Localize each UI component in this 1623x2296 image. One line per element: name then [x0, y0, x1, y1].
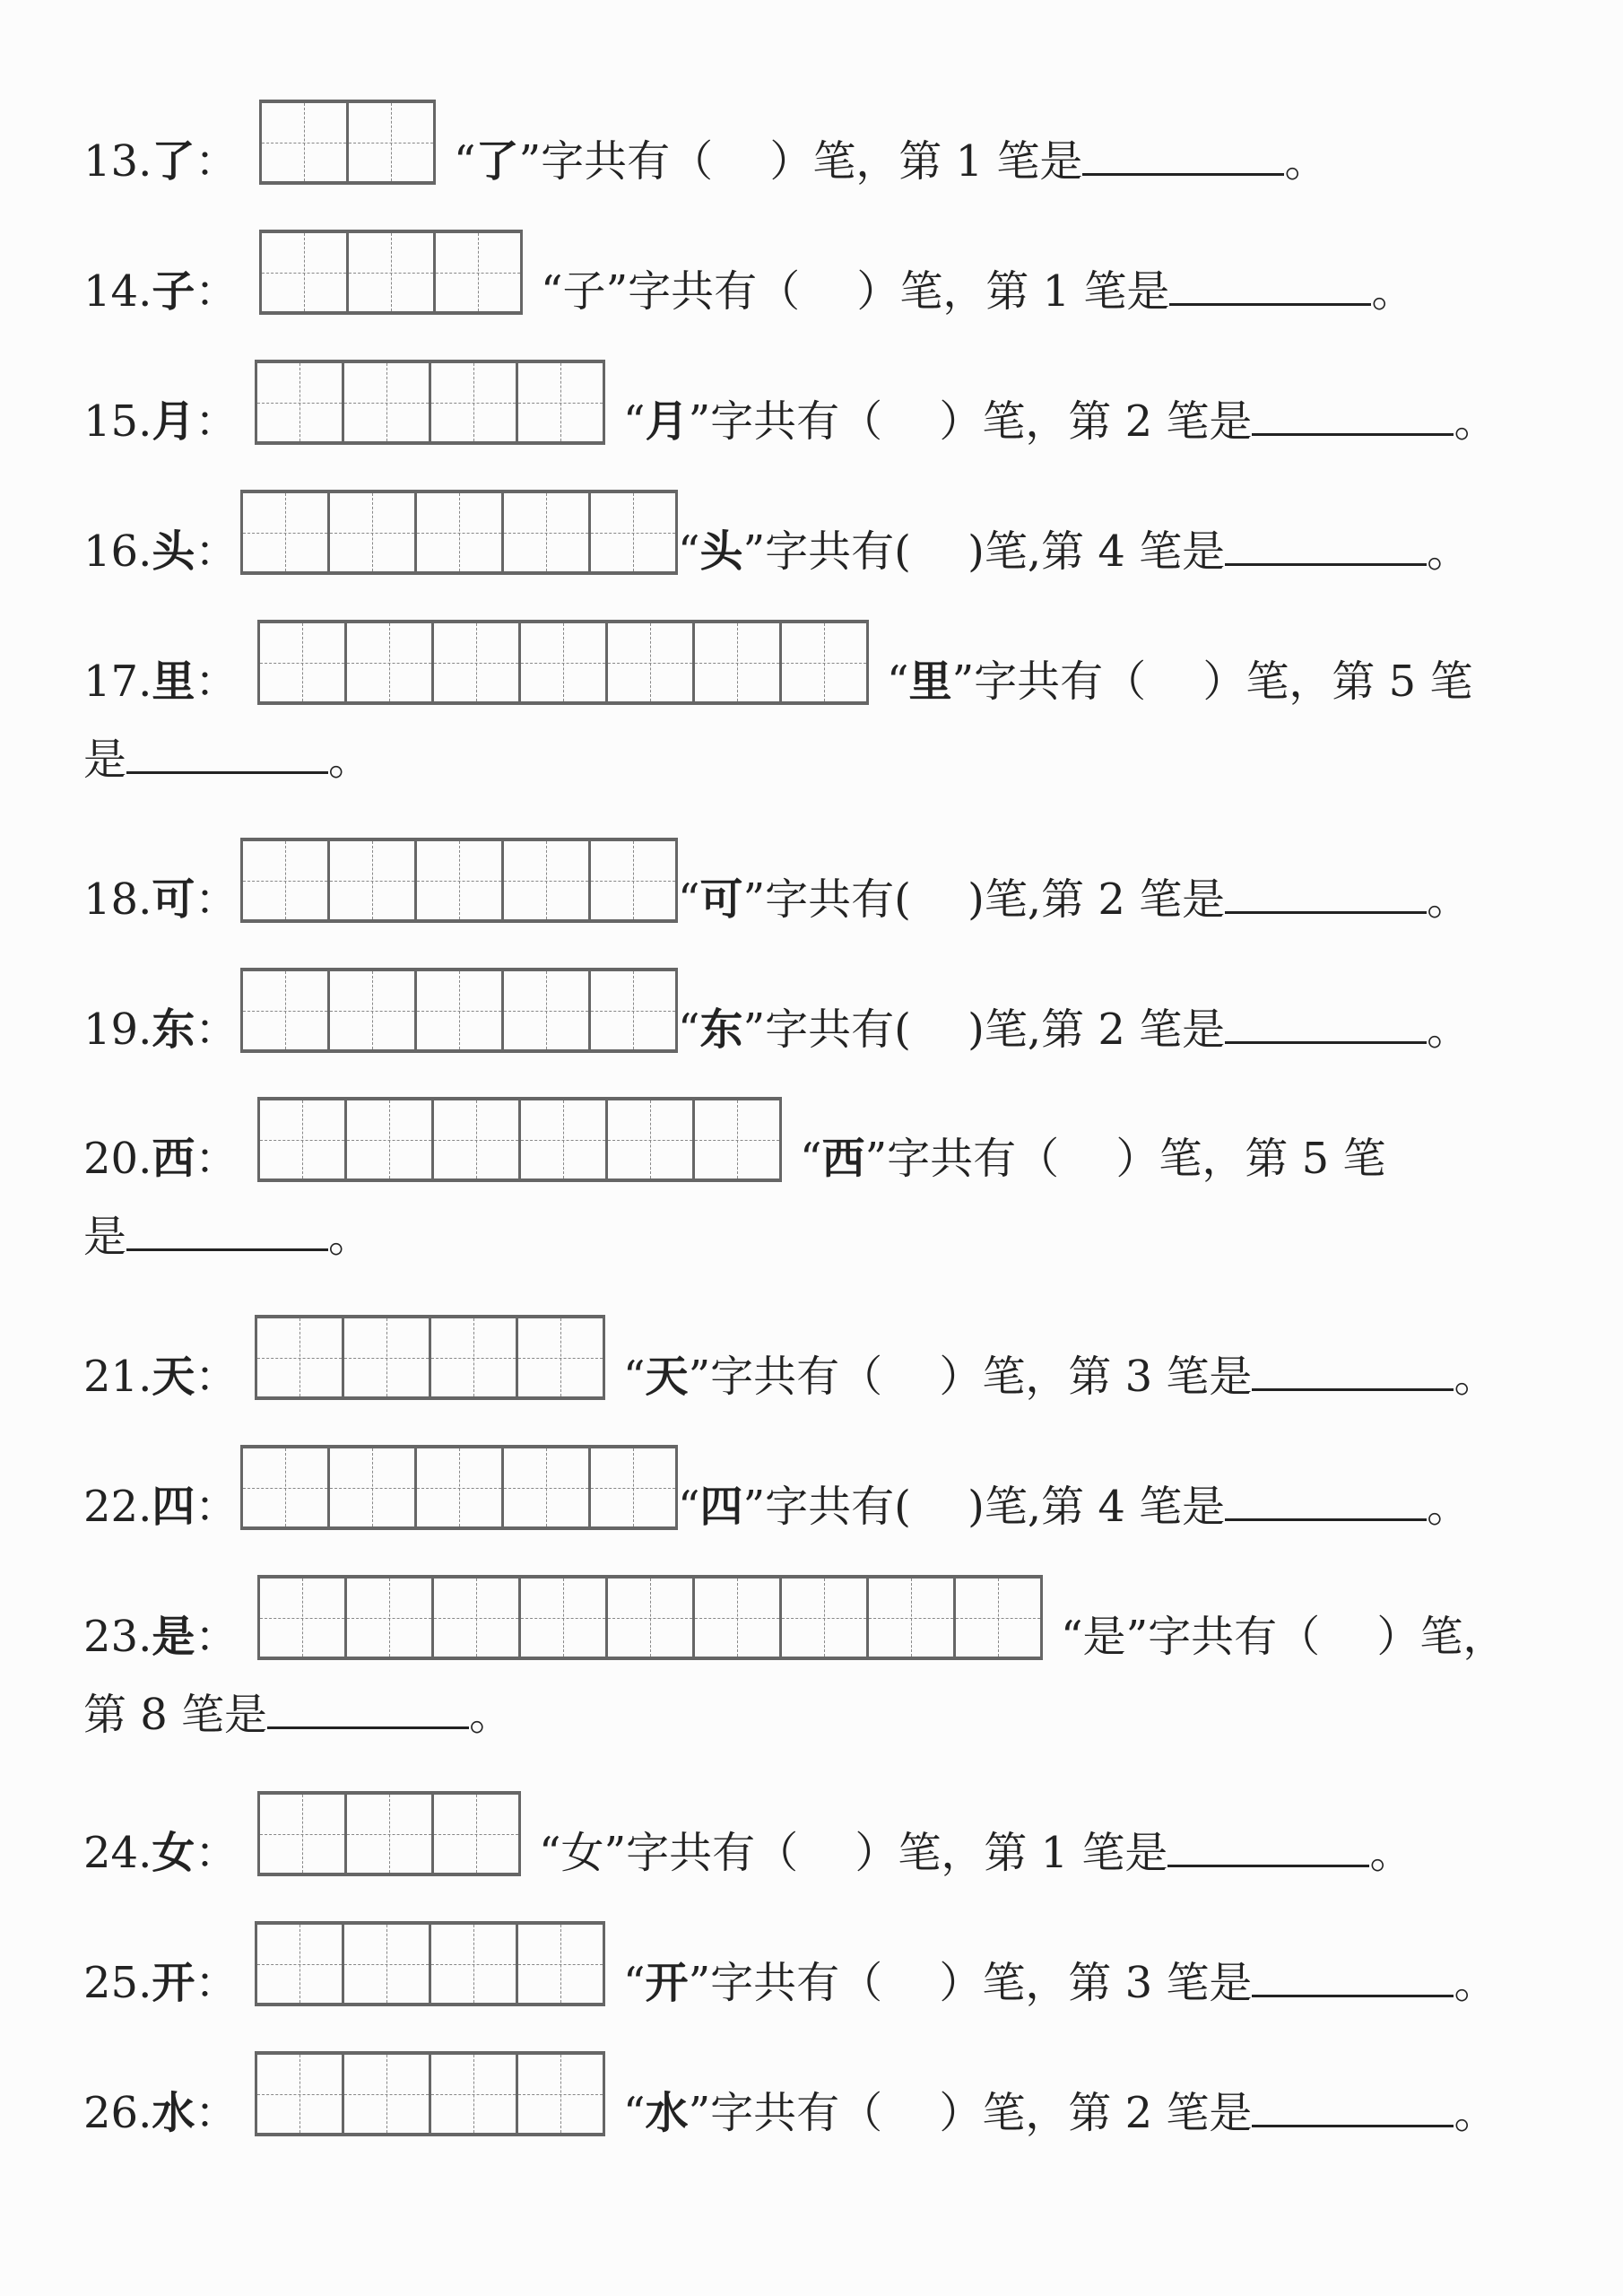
answer-blank[interactable] [1225, 1479, 1427, 1521]
answer-blank[interactable] [1169, 264, 1371, 306]
question-label [83, 2086, 255, 2140]
close-quote: ” [742, 874, 766, 925]
question-char: 子 [152, 266, 195, 317]
question-row [83, 2051, 1497, 2136]
sentence-text: 字共有( )笔,第 4 笔是 [765, 1482, 1226, 1532]
sentence-text: 是 [83, 735, 127, 785]
close-quote: ” [603, 1828, 627, 1878]
question-sentence [887, 655, 1472, 709]
writing-box[interactable] [243, 971, 330, 1049]
writing-box[interactable] [260, 1100, 347, 1178]
colon: ： [195, 874, 239, 925]
period: 。 [1427, 1004, 1471, 1055]
answer-blank[interactable] [126, 732, 328, 774]
colon: ： [195, 657, 239, 707]
question-char: 月 [152, 396, 195, 447]
question-char: 水 [152, 2088, 195, 2138]
writing-box[interactable] [504, 493, 591, 571]
question-char: 头 [152, 526, 195, 577]
close-quote: ” [864, 1134, 888, 1184]
sentence-text: 字共有（ ）笔，第 5 笔 [887, 1134, 1386, 1184]
quoted-char: 四 [699, 1482, 743, 1532]
question-label [83, 1956, 255, 2010]
question-sentence [678, 872, 1470, 926]
question-sentence [623, 1349, 1497, 1404]
answer-blank[interactable] [126, 1209, 328, 1251]
question-char: 了 [152, 136, 195, 187]
question-row [83, 1315, 1497, 1400]
question-number: 23. [83, 1612, 152, 1662]
colon: ： [195, 526, 239, 577]
open-quote: “ [454, 136, 476, 187]
writing-box[interactable] [782, 1578, 869, 1657]
writing-box[interactable] [504, 841, 591, 919]
question-sentence [678, 1002, 1470, 1057]
writing-box[interactable] [434, 623, 521, 701]
quoted-char: 西 [821, 1134, 865, 1184]
question-continuation [83, 1687, 512, 1742]
question-char: 可 [152, 874, 195, 925]
period: 。 [328, 1212, 372, 1262]
writing-box[interactable] [262, 103, 349, 181]
question-sentence [623, 394, 1497, 448]
question-number: 14. [83, 266, 152, 317]
question-sentence [678, 524, 1470, 578]
question-row [83, 360, 1497, 445]
tianzige-grid [240, 490, 678, 575]
writing-box[interactable] [591, 1448, 678, 1526]
colon: ： [195, 396, 239, 447]
sentence-text: 字共有（ ）笔，第 1 笔是 [541, 136, 1083, 187]
writing-box[interactable] [431, 1318, 518, 1396]
answer-blank[interactable] [1252, 1349, 1454, 1391]
colon: ： [195, 1134, 239, 1184]
writing-box[interactable] [518, 2055, 605, 2133]
writing-box[interactable] [262, 233, 349, 311]
open-quote: “ [887, 657, 909, 707]
question-continuation [83, 1209, 371, 1264]
answer-blank[interactable] [1225, 1002, 1427, 1044]
tianzige-grid [255, 1315, 605, 1400]
quoted-char: 里 [908, 657, 952, 707]
open-quote: “ [623, 396, 646, 447]
question-char: 女 [152, 1828, 195, 1878]
question-row [83, 838, 1470, 923]
writing-box[interactable] [434, 1100, 521, 1178]
question-sentence [541, 264, 1414, 318]
writing-box[interactable] [330, 493, 417, 571]
question-label [83, 395, 255, 448]
question-number: 19. [83, 1004, 152, 1055]
question-row [83, 1575, 1506, 1660]
quoted-char: 女 [560, 1828, 604, 1878]
quoted-char: 水 [645, 2088, 689, 2138]
sentence-text: 字共有（ ）笔，第 5 笔 [974, 657, 1473, 707]
question-number: 15. [83, 396, 152, 447]
sentence-text: 字共有( )笔,第 4 笔是 [765, 526, 1226, 577]
question-char: 四 [152, 1482, 195, 1532]
quoted-char: 开 [645, 1958, 689, 2008]
answer-blank[interactable] [1082, 134, 1284, 176]
question-row [83, 1791, 1412, 1876]
tianzige-grid [240, 968, 678, 1053]
tianzige-grid [257, 1791, 521, 1876]
writing-box[interactable] [347, 1100, 434, 1178]
quoted-char: 头 [699, 526, 743, 577]
question-number: 13. [83, 136, 152, 187]
sentence-text: 字共有（ ）笔，第 1 笔是 [628, 266, 1170, 317]
question-row [83, 490, 1470, 575]
period: 。 [469, 1690, 513, 1740]
writing-box[interactable] [344, 363, 431, 441]
writing-box[interactable] [260, 1578, 347, 1657]
period: 。 [1454, 1958, 1497, 2008]
question-sentence [454, 134, 1327, 188]
close-quote: ” [518, 136, 542, 187]
period: 。 [1371, 266, 1415, 317]
open-quote: “ [1061, 1612, 1083, 1662]
question-sentence [623, 2085, 1497, 2140]
question-label [83, 1480, 240, 1534]
question-number: 22. [83, 1482, 152, 1532]
writing-box[interactable] [431, 1925, 518, 2003]
writing-box[interactable] [782, 623, 869, 701]
writing-box[interactable] [344, 2055, 431, 2133]
period: 。 [328, 735, 372, 785]
writing-box[interactable] [431, 363, 518, 441]
question-sentence [539, 1825, 1412, 1880]
writing-box[interactable] [417, 493, 504, 571]
close-quote: ” [688, 396, 711, 447]
writing-box[interactable] [521, 623, 608, 701]
quoted-char: 可 [699, 874, 743, 925]
writing-box[interactable] [695, 623, 782, 701]
question-label [83, 1350, 255, 1404]
sentence-text: 字共有（ ）笔，第 2 笔是 [710, 396, 1253, 447]
sentence-text: 字共有( )笔,第 2 笔是 [765, 874, 1226, 925]
writing-box[interactable] [260, 1795, 347, 1873]
question-label [83, 1610, 257, 1664]
writing-box[interactable] [431, 2055, 518, 2133]
writing-box[interactable] [518, 363, 605, 441]
tianzige-grid [259, 100, 436, 185]
close-quote: ” [688, 2088, 711, 2138]
writing-box[interactable] [344, 1318, 431, 1396]
writing-box[interactable] [243, 841, 330, 919]
writing-box[interactable] [591, 971, 678, 1049]
quoted-char: 东 [699, 1004, 743, 1055]
question-row [83, 1921, 1497, 2006]
writing-box[interactable] [417, 1448, 504, 1526]
period: 。 [1369, 1828, 1413, 1878]
answer-blank[interactable] [1167, 1825, 1369, 1867]
close-quote: ” [688, 1352, 711, 1402]
writing-box[interactable] [504, 1448, 591, 1526]
colon: ： [195, 266, 239, 317]
colon: ： [195, 1352, 239, 1402]
sentence-text: 字共有（ ）笔，第 1 笔是 [626, 1828, 1168, 1878]
answer-blank[interactable] [267, 1687, 469, 1729]
question-number: 26. [83, 2088, 152, 2138]
writing-box[interactable] [518, 1925, 605, 2003]
writing-box[interactable] [695, 1578, 782, 1657]
question-label [83, 265, 259, 318]
answer-blank[interactable] [1225, 872, 1427, 914]
period: 。 [1454, 2088, 1497, 2138]
sentence-text: 字共有( )笔,第 2 笔是 [765, 1004, 1226, 1055]
close-quote: ” [742, 1004, 766, 1055]
close-quote: ” [742, 526, 766, 577]
close-quote: ” [688, 1958, 711, 2008]
question-label [83, 1132, 257, 1186]
writing-box[interactable] [347, 623, 434, 701]
question-label [83, 655, 257, 709]
colon: ： [195, 1004, 239, 1055]
tianzige-grid [259, 230, 523, 315]
open-quote: “ [623, 1352, 646, 1402]
writing-box[interactable] [257, 1318, 344, 1396]
tianzige-grid [255, 1921, 605, 2006]
writing-box[interactable] [695, 1100, 782, 1178]
open-quote: “ [678, 526, 700, 577]
writing-box[interactable] [257, 363, 344, 441]
question-char: 西 [152, 1134, 195, 1184]
tianzige-grid [257, 1097, 782, 1182]
tianzige-grid [240, 1445, 678, 1530]
answer-blank[interactable] [1252, 2085, 1454, 2127]
tianzige-grid [255, 2051, 605, 2136]
question-number: 17. [83, 657, 152, 707]
colon: ： [195, 1612, 239, 1662]
colon: ： [195, 1828, 239, 1878]
colon: ： [195, 2088, 239, 2138]
period: 。 [1454, 1352, 1497, 1402]
quoted-char: 是 [1082, 1612, 1126, 1662]
writing-box[interactable] [608, 1100, 695, 1178]
writing-box[interactable] [521, 1100, 608, 1178]
question-number: 20. [83, 1134, 152, 1184]
open-quote: “ [539, 1828, 561, 1878]
period: 。 [1427, 526, 1471, 577]
close-quote: ” [1125, 1612, 1149, 1662]
question-label [83, 1003, 240, 1057]
question-number: 24. [83, 1828, 152, 1878]
question-sentence [623, 1955, 1497, 2010]
writing-box[interactable] [521, 1578, 608, 1657]
colon: ： [195, 136, 239, 187]
writing-box[interactable] [608, 623, 695, 701]
open-quote: “ [623, 1958, 646, 2008]
answer-blank[interactable] [1252, 394, 1454, 436]
writing-box[interactable] [608, 1578, 695, 1657]
tianzige-grid [255, 360, 605, 445]
tianzige-grid [257, 620, 869, 705]
question-sentence [1061, 1610, 1506, 1664]
writing-box[interactable] [260, 623, 347, 701]
open-quote: “ [541, 266, 563, 317]
writing-box[interactable] [347, 1578, 434, 1657]
writing-box[interactable] [956, 1578, 1043, 1657]
tianzige-grid [240, 838, 678, 923]
writing-box[interactable] [436, 233, 523, 311]
writing-box[interactable] [434, 1795, 521, 1873]
writing-box[interactable] [518, 1318, 605, 1396]
quoted-char: 天 [645, 1352, 689, 1402]
writing-box[interactable] [330, 971, 417, 1049]
open-quote: “ [678, 1482, 700, 1532]
answer-blank[interactable] [1252, 1955, 1454, 1997]
question-number: 21. [83, 1352, 152, 1402]
question-label [83, 1826, 257, 1880]
period: 。 [1284, 136, 1328, 187]
writing-box[interactable] [257, 1925, 344, 2003]
answer-blank[interactable] [1225, 524, 1427, 566]
question-row [83, 1445, 1470, 1530]
question-number: 16. [83, 526, 152, 577]
writing-box[interactable] [330, 1448, 417, 1526]
writing-box[interactable] [504, 971, 591, 1049]
question-number: 25. [83, 1958, 152, 2008]
question-label [83, 525, 240, 578]
sentence-text: 字共有（ ）笔， [1148, 1612, 1506, 1662]
period: 。 [1427, 1482, 1471, 1532]
writing-box[interactable] [347, 1795, 434, 1873]
question-row [83, 620, 1472, 705]
writing-box[interactable] [243, 493, 330, 571]
sentence-text: 是 [83, 1212, 127, 1262]
writing-box[interactable] [344, 1925, 431, 2003]
question-char: 开 [152, 1958, 195, 2008]
quoted-char: 月 [645, 396, 689, 447]
question-number: 18. [83, 874, 152, 925]
sentence-text: 字共有（ ）笔，第 2 笔是 [710, 2088, 1253, 2138]
writing-box[interactable] [349, 233, 436, 311]
open-quote: “ [623, 2088, 646, 2138]
question-row [83, 1097, 1385, 1182]
writing-box[interactable] [591, 841, 678, 919]
writing-box[interactable] [417, 841, 504, 919]
tianzige-grid [257, 1575, 1043, 1660]
question-char: 天 [152, 1352, 195, 1402]
question-row [83, 230, 1414, 315]
question-char: 里 [152, 657, 195, 707]
writing-box[interactable] [330, 841, 417, 919]
close-quote: ” [605, 266, 629, 317]
question-continuation [83, 732, 371, 787]
question-row [83, 968, 1470, 1053]
question-label [83, 873, 240, 926]
question-char: 东 [152, 1004, 195, 1055]
question-sentence [800, 1132, 1385, 1186]
open-quote: “ [678, 1004, 700, 1055]
period: 。 [1454, 396, 1497, 447]
open-quote: “ [678, 874, 700, 925]
writing-box[interactable] [591, 493, 678, 571]
colon: ： [195, 1482, 239, 1532]
writing-box[interactable] [243, 1448, 330, 1526]
question-label [83, 135, 259, 188]
open-quote: “ [800, 1134, 822, 1184]
period: 。 [1427, 874, 1471, 925]
close-quote: ” [951, 657, 975, 707]
sentence-text: 第 8 笔是 [83, 1690, 268, 1740]
writing-box[interactable] [349, 103, 436, 181]
writing-box[interactable] [434, 1578, 521, 1657]
colon: ： [195, 1958, 239, 2008]
writing-box[interactable] [869, 1578, 956, 1657]
sentence-text: 字共有（ ）笔，第 3 笔是 [710, 1352, 1253, 1402]
question-sentence [678, 1479, 1470, 1534]
close-quote: ” [742, 1482, 766, 1532]
quoted-char: 子 [562, 266, 606, 317]
writing-box[interactable] [257, 2055, 344, 2133]
question-row [83, 100, 1327, 185]
writing-box[interactable] [417, 971, 504, 1049]
question-char: 是 [152, 1612, 195, 1662]
sentence-text: 字共有（ ）笔，第 3 笔是 [710, 1958, 1253, 2008]
quoted-char: 了 [475, 136, 519, 187]
